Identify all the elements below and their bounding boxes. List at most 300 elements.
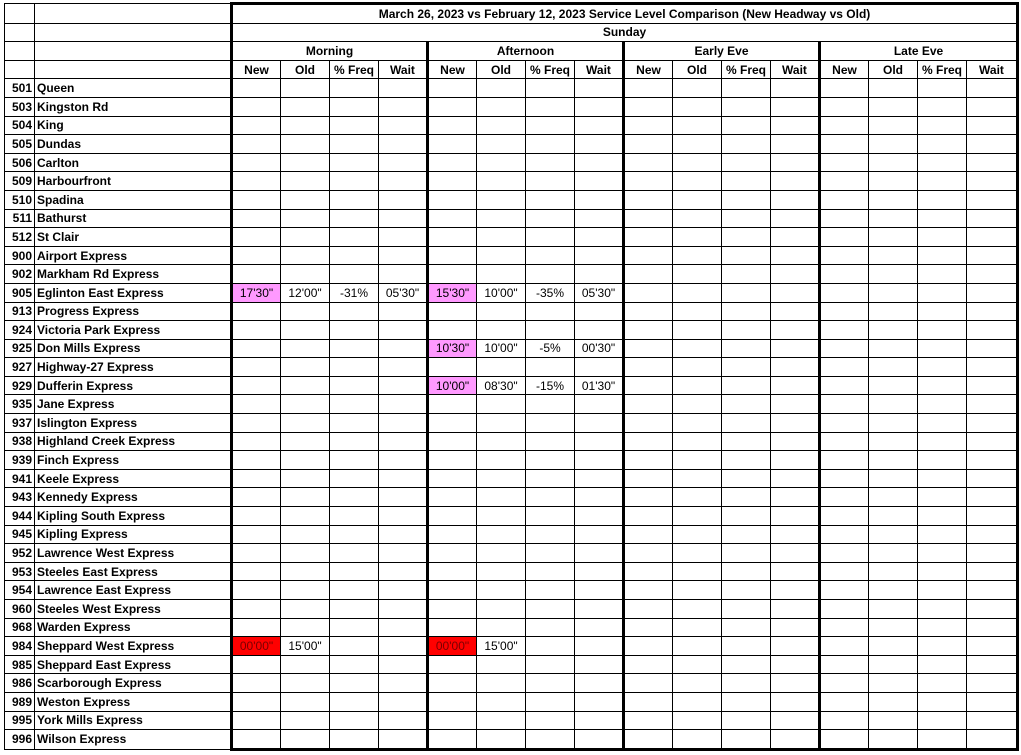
value-cell <box>722 376 771 395</box>
value-cell <box>820 339 869 358</box>
value-cell <box>771 600 820 619</box>
value-cell <box>477 692 526 711</box>
route-number: 943 <box>5 488 35 507</box>
value-cell <box>722 395 771 414</box>
value-cell: 00'00" <box>232 637 281 656</box>
value-cell <box>379 414 428 433</box>
value-cell <box>820 637 869 656</box>
value-cell <box>918 302 967 321</box>
value-cell <box>624 283 673 302</box>
column-header: % Freq <box>722 60 771 79</box>
value-cell <box>330 376 379 395</box>
value-cell <box>722 618 771 637</box>
table-row <box>5 153 1018 172</box>
table-title: March 26, 2023 vs February 12, 2023 Service Level Comparison (New Headway vs Old) <box>232 4 1018 24</box>
value-cell <box>526 395 575 414</box>
value-cell <box>771 488 820 507</box>
value-cell <box>575 692 624 711</box>
table-row <box>5 432 1018 451</box>
value-cell <box>330 97 379 116</box>
route-number: 506 <box>5 153 35 172</box>
value-cell <box>526 116 575 135</box>
value-cell <box>330 581 379 600</box>
value-cell <box>477 600 526 619</box>
value-cell <box>330 265 379 284</box>
table-row <box>5 525 1018 544</box>
value-cell <box>869 544 918 563</box>
route-number: 985 <box>5 655 35 674</box>
route-number: 952 <box>5 544 35 563</box>
value-cell <box>379 246 428 265</box>
value-cell <box>967 581 1018 600</box>
value-cell <box>771 637 820 656</box>
route-number: 968 <box>5 618 35 637</box>
value-cell <box>428 172 477 191</box>
value-cell <box>428 618 477 637</box>
value-cell <box>477 321 526 340</box>
value-cell <box>967 358 1018 377</box>
value-cell: 15'30" <box>428 283 477 302</box>
value-cell <box>379 135 428 154</box>
value-cell <box>967 302 1018 321</box>
value-cell <box>624 339 673 358</box>
column-header: Wait <box>379 60 428 79</box>
value-cell <box>624 432 673 451</box>
value-cell <box>967 265 1018 284</box>
value-cell <box>967 395 1018 414</box>
value-cell <box>722 581 771 600</box>
value-cell <box>526 544 575 563</box>
value-cell <box>820 655 869 674</box>
route-number: 939 <box>5 451 35 470</box>
value-cell <box>281 414 330 433</box>
route-name: Carlton <box>35 153 232 172</box>
route-name: Sheppard West Express <box>35 637 232 656</box>
value-cell <box>526 228 575 247</box>
value-cell <box>624 692 673 711</box>
route-name: Dufferin Express <box>35 376 232 395</box>
value-cell: -5% <box>526 339 575 358</box>
route-number: 941 <box>5 469 35 488</box>
value-cell <box>869 395 918 414</box>
value-cell <box>918 655 967 674</box>
value-cell <box>575 711 624 730</box>
value-cell <box>918 711 967 730</box>
value-cell <box>232 321 281 340</box>
value-cell <box>967 525 1018 544</box>
value-cell <box>869 655 918 674</box>
route-number: 938 <box>5 432 35 451</box>
value-cell <box>232 153 281 172</box>
value-cell <box>624 451 673 470</box>
value-cell <box>526 730 575 750</box>
value-cell <box>477 79 526 98</box>
value-cell <box>673 228 722 247</box>
route-number: 503 <box>5 97 35 116</box>
value-cell <box>771 172 820 191</box>
table-row <box>5 265 1018 284</box>
route-name: St Clair <box>35 228 232 247</box>
value-cell <box>624 172 673 191</box>
column-header: New <box>428 60 477 79</box>
value-cell <box>232 655 281 674</box>
value-cell <box>379 618 428 637</box>
value-cell <box>428 190 477 209</box>
value-cell <box>281 376 330 395</box>
value-cell <box>673 414 722 433</box>
value-cell <box>624 97 673 116</box>
route-name: Markham Rd Express <box>35 265 232 284</box>
value-cell <box>918 283 967 302</box>
column-header: % Freq <box>918 60 967 79</box>
value-cell <box>575 414 624 433</box>
value-cell <box>477 469 526 488</box>
value-cell <box>771 153 820 172</box>
value-cell <box>477 488 526 507</box>
route-number: 511 <box>5 209 35 228</box>
value-cell: 17'30" <box>232 283 281 302</box>
value-cell <box>673 507 722 526</box>
value-cell <box>575 97 624 116</box>
value-cell <box>771 414 820 433</box>
value-cell <box>232 190 281 209</box>
value-cell <box>281 190 330 209</box>
value-cell <box>526 97 575 116</box>
value-cell <box>379 339 428 358</box>
value-cell <box>820 395 869 414</box>
period-header: Morning <box>232 42 428 61</box>
value-cell <box>281 339 330 358</box>
value-cell: -35% <box>526 283 575 302</box>
value-cell <box>281 469 330 488</box>
value-cell <box>477 581 526 600</box>
value-cell <box>673 283 722 302</box>
value-cell <box>722 469 771 488</box>
value-cell: 05'30" <box>379 283 428 302</box>
value-cell <box>967 283 1018 302</box>
value-cell <box>232 507 281 526</box>
value-cell <box>330 302 379 321</box>
value-cell: 15'00" <box>477 637 526 656</box>
value-cell <box>575 321 624 340</box>
table-row <box>5 711 1018 730</box>
value-cell <box>232 116 281 135</box>
value-cell <box>869 692 918 711</box>
value-cell <box>869 339 918 358</box>
value-cell <box>575 190 624 209</box>
value-cell <box>722 246 771 265</box>
value-cell <box>428 321 477 340</box>
value-cell <box>624 488 673 507</box>
value-cell <box>281 172 330 191</box>
value-cell <box>967 488 1018 507</box>
value-cell <box>330 209 379 228</box>
value-cell <box>673 190 722 209</box>
route-name: Progress Express <box>35 302 232 321</box>
value-cell <box>232 451 281 470</box>
value-cell <box>281 692 330 711</box>
route-name: Kipling South Express <box>35 507 232 526</box>
value-cell <box>477 265 526 284</box>
value-cell <box>232 525 281 544</box>
table-row <box>5 581 1018 600</box>
value-cell <box>232 711 281 730</box>
value-cell <box>526 469 575 488</box>
value-cell <box>869 711 918 730</box>
value-cell <box>428 674 477 693</box>
value-cell <box>379 153 428 172</box>
value-cell <box>379 469 428 488</box>
value-cell <box>673 711 722 730</box>
value-cell <box>820 246 869 265</box>
table-row <box>5 414 1018 433</box>
value-cell <box>722 153 771 172</box>
value-cell <box>526 135 575 154</box>
value-cell <box>918 432 967 451</box>
value-cell <box>673 600 722 619</box>
value-cell <box>869 79 918 98</box>
value-cell <box>281 544 330 563</box>
value-cell <box>232 395 281 414</box>
value-cell <box>477 414 526 433</box>
route-number: 954 <box>5 581 35 600</box>
value-cell <box>477 562 526 581</box>
value-cell <box>967 544 1018 563</box>
value-cell <box>379 451 428 470</box>
value-cell <box>477 395 526 414</box>
value-cell <box>967 209 1018 228</box>
corner-cell <box>5 42 35 61</box>
value-cell <box>428 228 477 247</box>
value-cell <box>673 730 722 750</box>
route-name: Keele Express <box>35 469 232 488</box>
value-cell <box>428 209 477 228</box>
value-cell <box>526 358 575 377</box>
value-cell <box>673 618 722 637</box>
value-cell <box>918 265 967 284</box>
route-name: Bathurst <box>35 209 232 228</box>
value-cell <box>967 321 1018 340</box>
value-cell <box>722 97 771 116</box>
corner-cell <box>35 4 232 24</box>
value-cell <box>379 302 428 321</box>
value-cell <box>722 321 771 340</box>
value-cell <box>526 562 575 581</box>
value-cell <box>281 302 330 321</box>
route-name: King <box>35 116 232 135</box>
value-cell <box>918 79 967 98</box>
subheader-row <box>5 60 1018 79</box>
value-cell <box>379 265 428 284</box>
value-cell <box>330 321 379 340</box>
route-name: Eglinton East Express <box>35 283 232 302</box>
value-cell <box>330 488 379 507</box>
corner-cell <box>5 4 35 24</box>
corner-cell <box>5 23 35 42</box>
value-cell <box>722 302 771 321</box>
value-cell <box>820 600 869 619</box>
value-cell <box>281 674 330 693</box>
value-cell <box>624 544 673 563</box>
value-cell <box>673 469 722 488</box>
column-header: Old <box>673 60 722 79</box>
value-cell <box>967 135 1018 154</box>
value-cell <box>722 711 771 730</box>
value-cell <box>869 376 918 395</box>
route-number: 510 <box>5 190 35 209</box>
corner-cell <box>5 60 35 79</box>
value-cell <box>771 395 820 414</box>
value-cell <box>967 172 1018 191</box>
value-cell <box>624 618 673 637</box>
table-row <box>5 283 1018 302</box>
value-cell <box>575 153 624 172</box>
value-cell <box>673 135 722 154</box>
value-cell <box>575 172 624 191</box>
value-cell <box>330 562 379 581</box>
route-number: 902 <box>5 265 35 284</box>
value-cell <box>722 655 771 674</box>
value-cell <box>722 190 771 209</box>
value-cell <box>918 488 967 507</box>
value-cell <box>869 302 918 321</box>
value-cell <box>722 692 771 711</box>
value-cell <box>869 525 918 544</box>
value-cell <box>232 302 281 321</box>
value-cell <box>820 488 869 507</box>
route-name: Highland Creek Express <box>35 432 232 451</box>
value-cell <box>526 265 575 284</box>
value-cell <box>869 172 918 191</box>
value-cell <box>869 600 918 619</box>
route-number: 900 <box>5 246 35 265</box>
value-cell <box>624 469 673 488</box>
value-cell <box>869 265 918 284</box>
value-cell <box>673 655 722 674</box>
value-cell <box>232 600 281 619</box>
value-cell <box>330 172 379 191</box>
value-cell <box>869 246 918 265</box>
value-cell <box>869 432 918 451</box>
value-cell <box>820 116 869 135</box>
value-cell <box>330 600 379 619</box>
value-cell <box>820 414 869 433</box>
value-cell <box>869 116 918 135</box>
value-cell <box>575 507 624 526</box>
value-cell <box>771 562 820 581</box>
value-cell <box>820 525 869 544</box>
value-cell <box>820 79 869 98</box>
value-cell <box>624 414 673 433</box>
value-cell <box>624 562 673 581</box>
value-cell <box>771 376 820 395</box>
value-cell <box>722 507 771 526</box>
value-cell <box>330 525 379 544</box>
value-cell <box>526 507 575 526</box>
value-cell <box>967 469 1018 488</box>
value-cell <box>673 432 722 451</box>
value-cell <box>330 228 379 247</box>
value-cell <box>869 135 918 154</box>
column-header: New <box>232 60 281 79</box>
value-cell: 00'00" <box>428 637 477 656</box>
value-cell <box>330 692 379 711</box>
value-cell <box>771 339 820 358</box>
value-cell <box>967 246 1018 265</box>
value-cell <box>624 525 673 544</box>
value-cell <box>820 469 869 488</box>
value-cell <box>428 432 477 451</box>
value-cell <box>477 618 526 637</box>
period-row <box>5 42 1018 61</box>
value-cell <box>428 79 477 98</box>
value-cell <box>869 562 918 581</box>
value-cell <box>232 544 281 563</box>
value-cell <box>967 190 1018 209</box>
value-cell <box>379 321 428 340</box>
value-cell <box>820 358 869 377</box>
value-cell <box>526 711 575 730</box>
value-cell <box>428 135 477 154</box>
table-row <box>5 172 1018 191</box>
route-name: Warden Express <box>35 618 232 637</box>
value-cell <box>918 544 967 563</box>
value-cell <box>869 469 918 488</box>
value-cell: 15'00" <box>281 637 330 656</box>
value-cell <box>918 246 967 265</box>
value-cell <box>918 600 967 619</box>
value-cell <box>428 246 477 265</box>
value-cell <box>771 116 820 135</box>
value-cell <box>281 525 330 544</box>
value-cell <box>722 172 771 191</box>
value-cell <box>281 395 330 414</box>
table-row <box>5 358 1018 377</box>
value-cell <box>526 414 575 433</box>
value-cell <box>673 376 722 395</box>
value-cell <box>477 451 526 470</box>
value-cell <box>771 730 820 750</box>
value-cell <box>869 507 918 526</box>
value-cell <box>624 153 673 172</box>
value-cell <box>918 395 967 414</box>
value-cell <box>722 414 771 433</box>
value-cell <box>624 674 673 693</box>
column-header: New <box>624 60 673 79</box>
value-cell: -15% <box>526 376 575 395</box>
value-cell <box>428 600 477 619</box>
value-cell <box>673 172 722 191</box>
table-row <box>5 321 1018 340</box>
route-number: 501 <box>5 79 35 98</box>
value-cell <box>575 79 624 98</box>
route-number: 927 <box>5 358 35 377</box>
table-row <box>5 507 1018 526</box>
value-cell <box>771 209 820 228</box>
value-cell <box>869 730 918 750</box>
value-cell <box>477 153 526 172</box>
value-cell <box>379 97 428 116</box>
value-cell <box>330 116 379 135</box>
table-row <box>5 302 1018 321</box>
value-cell <box>379 655 428 674</box>
value-cell <box>281 358 330 377</box>
value-cell: 05'30" <box>575 283 624 302</box>
value-cell <box>673 302 722 321</box>
route-number: 996 <box>5 730 35 750</box>
value-cell <box>428 544 477 563</box>
value-cell <box>575 730 624 750</box>
